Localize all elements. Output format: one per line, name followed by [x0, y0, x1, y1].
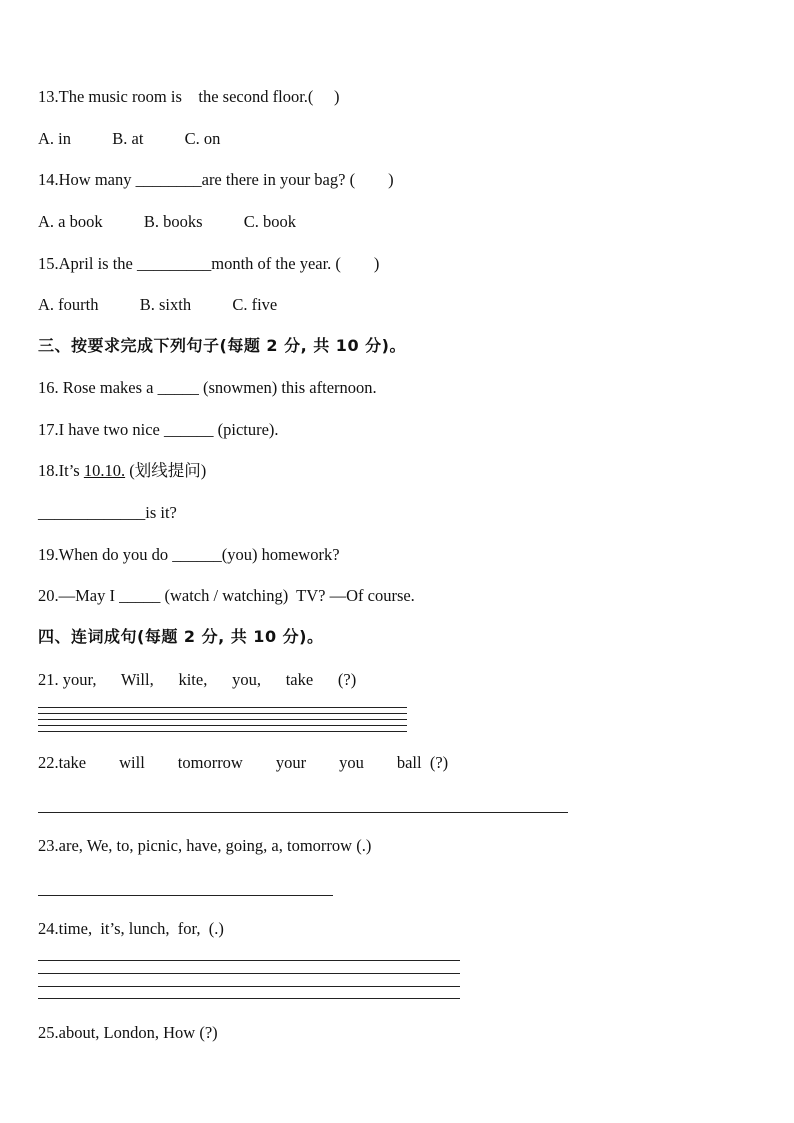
answer-line[interactable]	[38, 960, 460, 961]
question-14: 14.How many ________are there in your bag? ( )	[38, 170, 394, 189]
answer-line[interactable]	[38, 713, 407, 714]
answer-line[interactable]	[38, 719, 407, 720]
question-24: 24.time, it’s, lunch, for, (.)	[38, 919, 224, 938]
question-18	[38, 461, 206, 481]
question-22: 22.take will tomorrow your you ball (?)	[38, 753, 449, 772]
question-19: 19.When do you do ______(you) homework?	[38, 545, 340, 564]
question-16: 16. Rose makes a _____ (snowmen) this afternoon.	[38, 378, 377, 397]
question-25: 25.about, London, How (?)	[38, 1023, 218, 1042]
question-17: 17.I have two nice ______ (picture).	[38, 420, 279, 439]
question-18-underlined-time: 10.10.	[83, 461, 126, 480]
question-18-answer-line[interactable]: _____________is it?	[38, 503, 177, 522]
question-13-options: A. in B. at C. on	[38, 129, 221, 148]
answer-line[interactable]	[38, 725, 407, 726]
answer-line[interactable]	[38, 998, 460, 999]
question-14-options: A. a book B. books C. book	[38, 212, 297, 231]
question-20: 20.—May I _____ (watch / watching) TV? —Of course.	[38, 586, 415, 605]
question-18-prefix: 18.It’s	[38, 461, 84, 480]
question-15-options: A. fourth B. sixth C. five	[38, 295, 278, 314]
answer-line[interactable]	[38, 731, 407, 732]
answer-line[interactable]	[38, 986, 460, 987]
section-4-heading: 四、连词成句(每题 2 分, 共 10 分)。	[38, 627, 324, 646]
question-15: 15.April is the _________month of the year. ( )	[38, 254, 380, 273]
section-3-heading: 三、按要求完成下列句子(每题 2 分, 共 10 分)。	[38, 336, 406, 355]
answer-line[interactable]	[38, 973, 460, 974]
question-18-suffix: (划线提问)	[125, 461, 207, 480]
question-21: 21. your, Will, kite, you, take (?)	[38, 670, 357, 689]
question-13: 13.The music room is the second floor.( )	[38, 87, 340, 106]
answer-line[interactable]	[38, 812, 568, 813]
answer-line[interactable]	[38, 895, 333, 896]
question-23: 23.are, We, to, picnic, have, going, a, tomorrow (.)	[38, 836, 372, 855]
answer-line[interactable]	[38, 707, 407, 708]
